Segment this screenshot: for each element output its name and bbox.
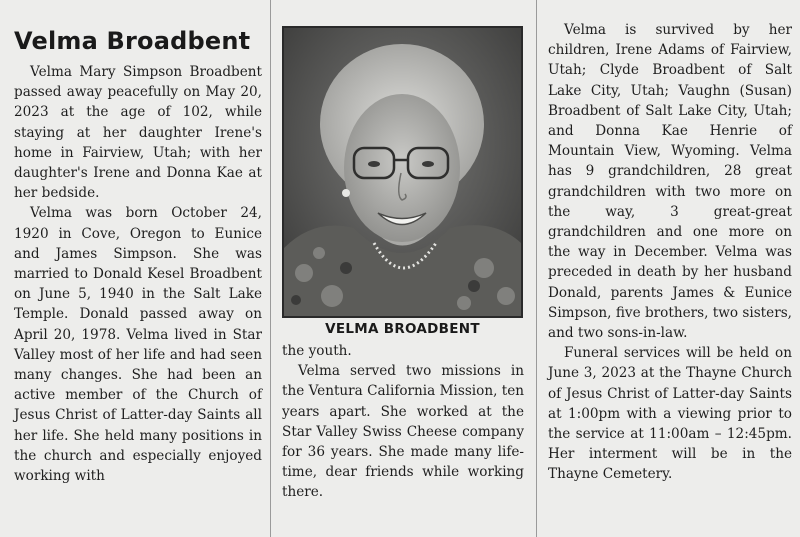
column-right: [548, 20, 792, 485]
column-rule-left: [270, 0, 271, 537]
paragraph-services: Funeral services will be held on June 3, 2023 at the Thayne Church of Jesus Christ of Latter-day Saints at 1:00pm with a viewing prior to the service at 11:00am – 12:45pm. Her interment will be in the Thayne Cemetery.: [548, 345, 792, 483]
column-left: [14, 0, 262, 486]
paragraph-intro: Velma Mary Simpson Broadbent passed away peacefully on May 20, 2023 at the age of 102, while staying at her daughter Irene's home in Fairview, Utah; with her daughter's Irene and Donna Kae at her bedside.: [14, 64, 262, 202]
paragraph-missions: Velma served two missions in the Ventura California Mission, ten years apart. She worked at the Star Valley Swiss Cheese company for 36 years. She made many life-time, dear friends while working there.: [282, 363, 524, 501]
obituary-headline: Velma Broadbent: [14, 27, 251, 55]
paragraph-biography-continued: the youth.: [282, 343, 352, 359]
column-middle: [282, 341, 524, 503]
photo-caption: VELMA BROADBENT: [325, 321, 480, 337]
portrait-photo: [282, 26, 523, 318]
paragraph-biography: Velma was born October 24, 1920 in Cove, Oregon to Eunice and James Simpson. She was married to Donald Kesel Broadbent on June 5, 1940 in the Salt Lake Temple. Donald passed away on April 20, 1978. Velma lived in Star Valley most of her life and had seen many changes. She had been an active member of the Church of Jesus Christ of Latter-day Saints all her life. She held many positions in the church and especially enjoyed working with: [14, 205, 262, 485]
column-rule-right: [536, 0, 537, 537]
paragraph-survivors: Velma is survived by her children, Irene Adams of Fairview, Utah; Clyde Broadbent of Salt Lake City, Utah; Vaughn (Susan) Broadbent of Salt Lake City, Utah; and Donna Kae Henrie of Mountain View, Wyoming. Velma has 9 grandchildren, 28 great grandchildren with two more on the way, 3 great-great grandchildren and one more on the way in December. Velma was preceded in death by her husband Donald, parents James & Eunice Simpson, five brothers, two sisters, and two sons-in-law.: [548, 22, 792, 342]
